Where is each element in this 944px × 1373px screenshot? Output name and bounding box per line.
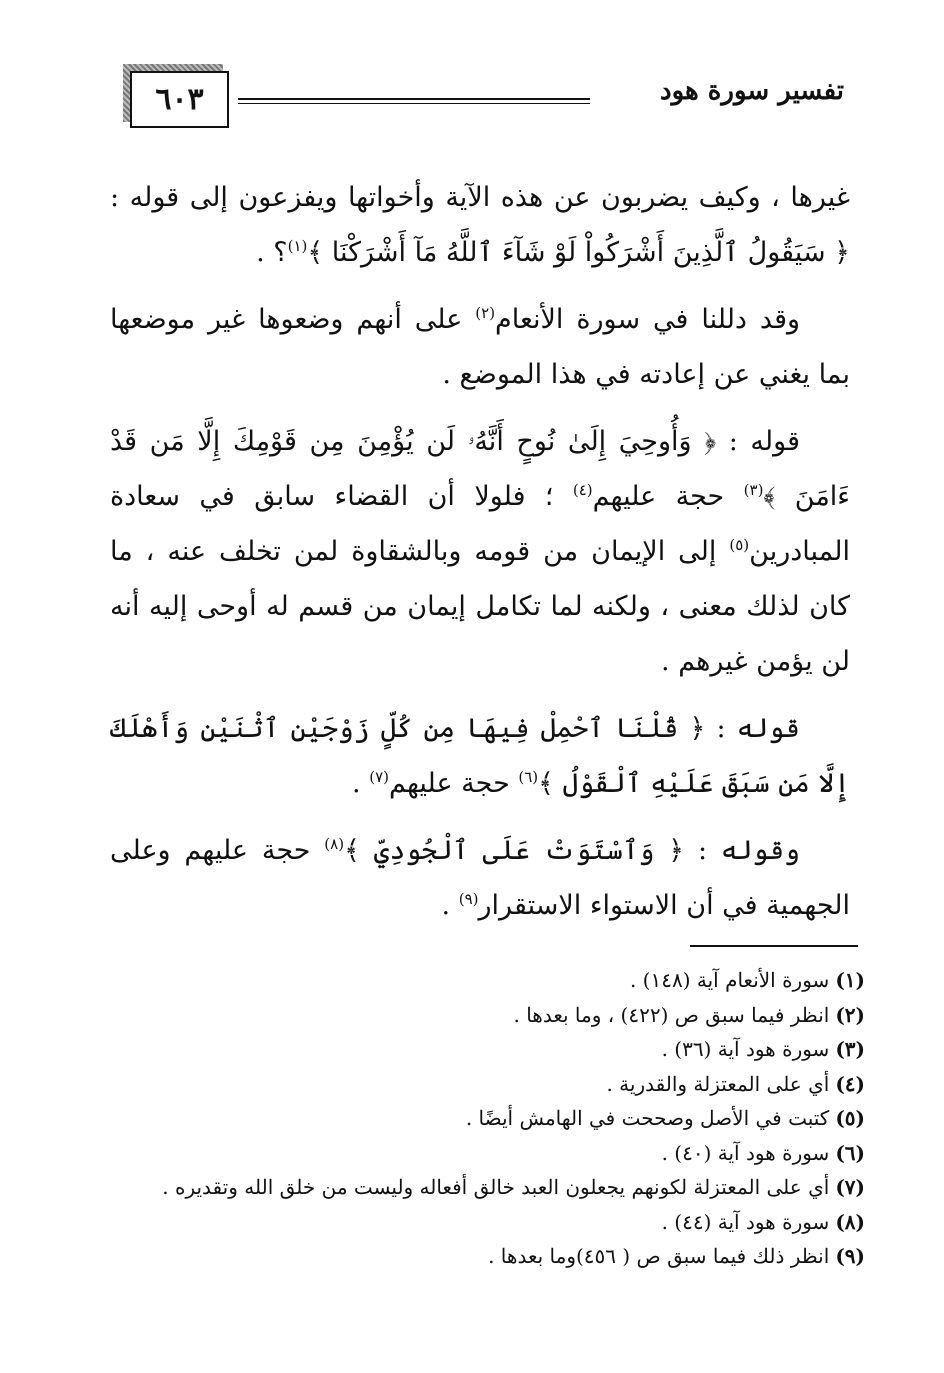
footnote-ref: (٨): [324, 835, 345, 853]
text-run: غيرها ، وكيف يضربون عن هذه الآية وأخواتها ويفزعون إلى قوله :: [110, 182, 850, 213]
header-rule: [238, 98, 590, 100]
footnote-number: (٣): [835, 1037, 865, 1061]
quran-verse: ﴿ سَيَقُولُ ٱلَّذِينَ أَشْرَكُواْ لَوْ شَآءَ ٱللَّهُ مَآ أَشْرَكْنَا ﴾: [307, 237, 850, 268]
footnote-text: سورة هود آية (٤٤) .: [661, 1209, 830, 1234]
quran-verse: ﴿ وَأُوحِيَ إِلَىٰ نُوحٍ أَنَّهُۥ لَن يُؤْمِنَ مِن قَوْمِكَ إِلَّا مَن قَدْ ءَامَنَ ﴾: [110, 426, 850, 512]
page-number: ٦٠٣: [130, 71, 229, 128]
text-run: قوله :: [705, 713, 800, 744]
footnote-text: كتبت في الأصل وصححت في الهامش أيضًا .: [465, 1106, 830, 1130]
footnote-number: (٦): [835, 1140, 865, 1165]
footnote: [140, 1067, 865, 1102]
paragraph: [110, 170, 850, 280]
footnote-text: سورة هود آية (٤٠) .: [661, 1140, 830, 1165]
footnote-text: أي على المعتزلة لكونهم يجعلون العبد خالق أفعاله وليست من خلق الله وتقديره .: [162, 1175, 830, 1199]
text-run: حجة عليهم: [592, 481, 744, 512]
footnote-number: (٢): [835, 1002, 865, 1027]
footnote-text: أي على المعتزلة والقدرية .: [606, 1071, 830, 1096]
footnote-number: (٨): [835, 1209, 865, 1234]
footnote-ref: (٥): [729, 536, 750, 554]
text-run: على أنهم وضعوها غير موضعها بما يغني عن إعادته في هذا الموضع .: [110, 304, 850, 390]
footnote-ref: (١): [287, 237, 308, 255]
footnote-ref: (٧): [369, 768, 389, 786]
footnote-text: انظر فيما سبق ص (٤٢٢) ، وما بعدها .: [513, 1002, 830, 1027]
footnote: [140, 963, 865, 998]
paragraph: [110, 701, 850, 811]
quran-verse: ﴿ قُلْنَا ٱحْمِلْ فِيهَا مِن كُلٍّ زَوْجَيْنِ ٱثْنَيْنِ وَأَهْلَكَ إِلَّا مَن سَبَقَ عَلَيْهِ ٱلْقَوْلُ ﴾: [110, 713, 850, 799]
footnote-number: (٤): [835, 1071, 865, 1096]
text-run: حجة عليهم: [388, 768, 519, 799]
text-run: وقوله :: [684, 835, 800, 866]
text-run: إلى الإيمان من قومه وبالشقاوة لمن تخلف عنه ، ما كان لذلك معنى ، ولكنه لما تكامل إيمان من قسم له أوحى إليه أنه لن يؤمن غيرهم .: [110, 536, 850, 677]
text-run: .: [441, 890, 459, 921]
footnote-text: سورة الأنعام آية (١٤٨) .: [629, 968, 830, 992]
text-run: وقد دللنا في سورة الأنعام: [495, 304, 801, 335]
footnote: [140, 1239, 865, 1274]
footnote-ref: (٦): [518, 768, 539, 786]
footnote-number: (١): [835, 968, 865, 992]
running-title: تفسير سورة هود: [660, 76, 844, 106]
page-number-box: [123, 64, 229, 128]
paragraph: [110, 823, 850, 933]
footnote: [140, 1205, 865, 1240]
footnote-text: سورة هود آية (٣٦) .: [661, 1037, 830, 1061]
footnote-number: (٩): [835, 1244, 865, 1268]
footnote-ref: (٤): [572, 481, 593, 499]
footnotes: [140, 963, 865, 1274]
paragraph: [110, 414, 850, 689]
footnote-number: (٥): [835, 1106, 865, 1130]
text-run: قوله :: [716, 426, 800, 457]
footnote-separator: [690, 945, 858, 947]
text-run: .: [352, 768, 370, 799]
footnote: [140, 1101, 865, 1136]
footnote: [140, 1032, 865, 1067]
footnote-ref: (٩): [458, 890, 479, 908]
footnote: [140, 998, 865, 1033]
text-run: ؟ .: [256, 237, 288, 268]
text-run: حجة عليهم وعلى الجهمية في أن الاستواء الاستقرار: [110, 835, 850, 921]
text-run: ؛ فلولا أن القضاء سابق في سعادة المبادرين: [110, 481, 850, 567]
footnote: [140, 1136, 865, 1171]
quran-verse: ﴿ وَٱسْتَوَتْ عَلَى ٱلْجُودِيِّ ﴾: [344, 835, 685, 866]
footnote-text: انظر ذلك فيما سبق ص ( ٤٥٦)وما بعدها .: [488, 1244, 830, 1268]
footnote: [140, 1170, 865, 1205]
body-text: [110, 170, 850, 945]
paragraph: [110, 292, 850, 402]
footnote-ref: (٣): [743, 481, 764, 499]
footnote-number: (٧): [835, 1175, 865, 1199]
footnote-ref: (٢): [475, 304, 496, 322]
